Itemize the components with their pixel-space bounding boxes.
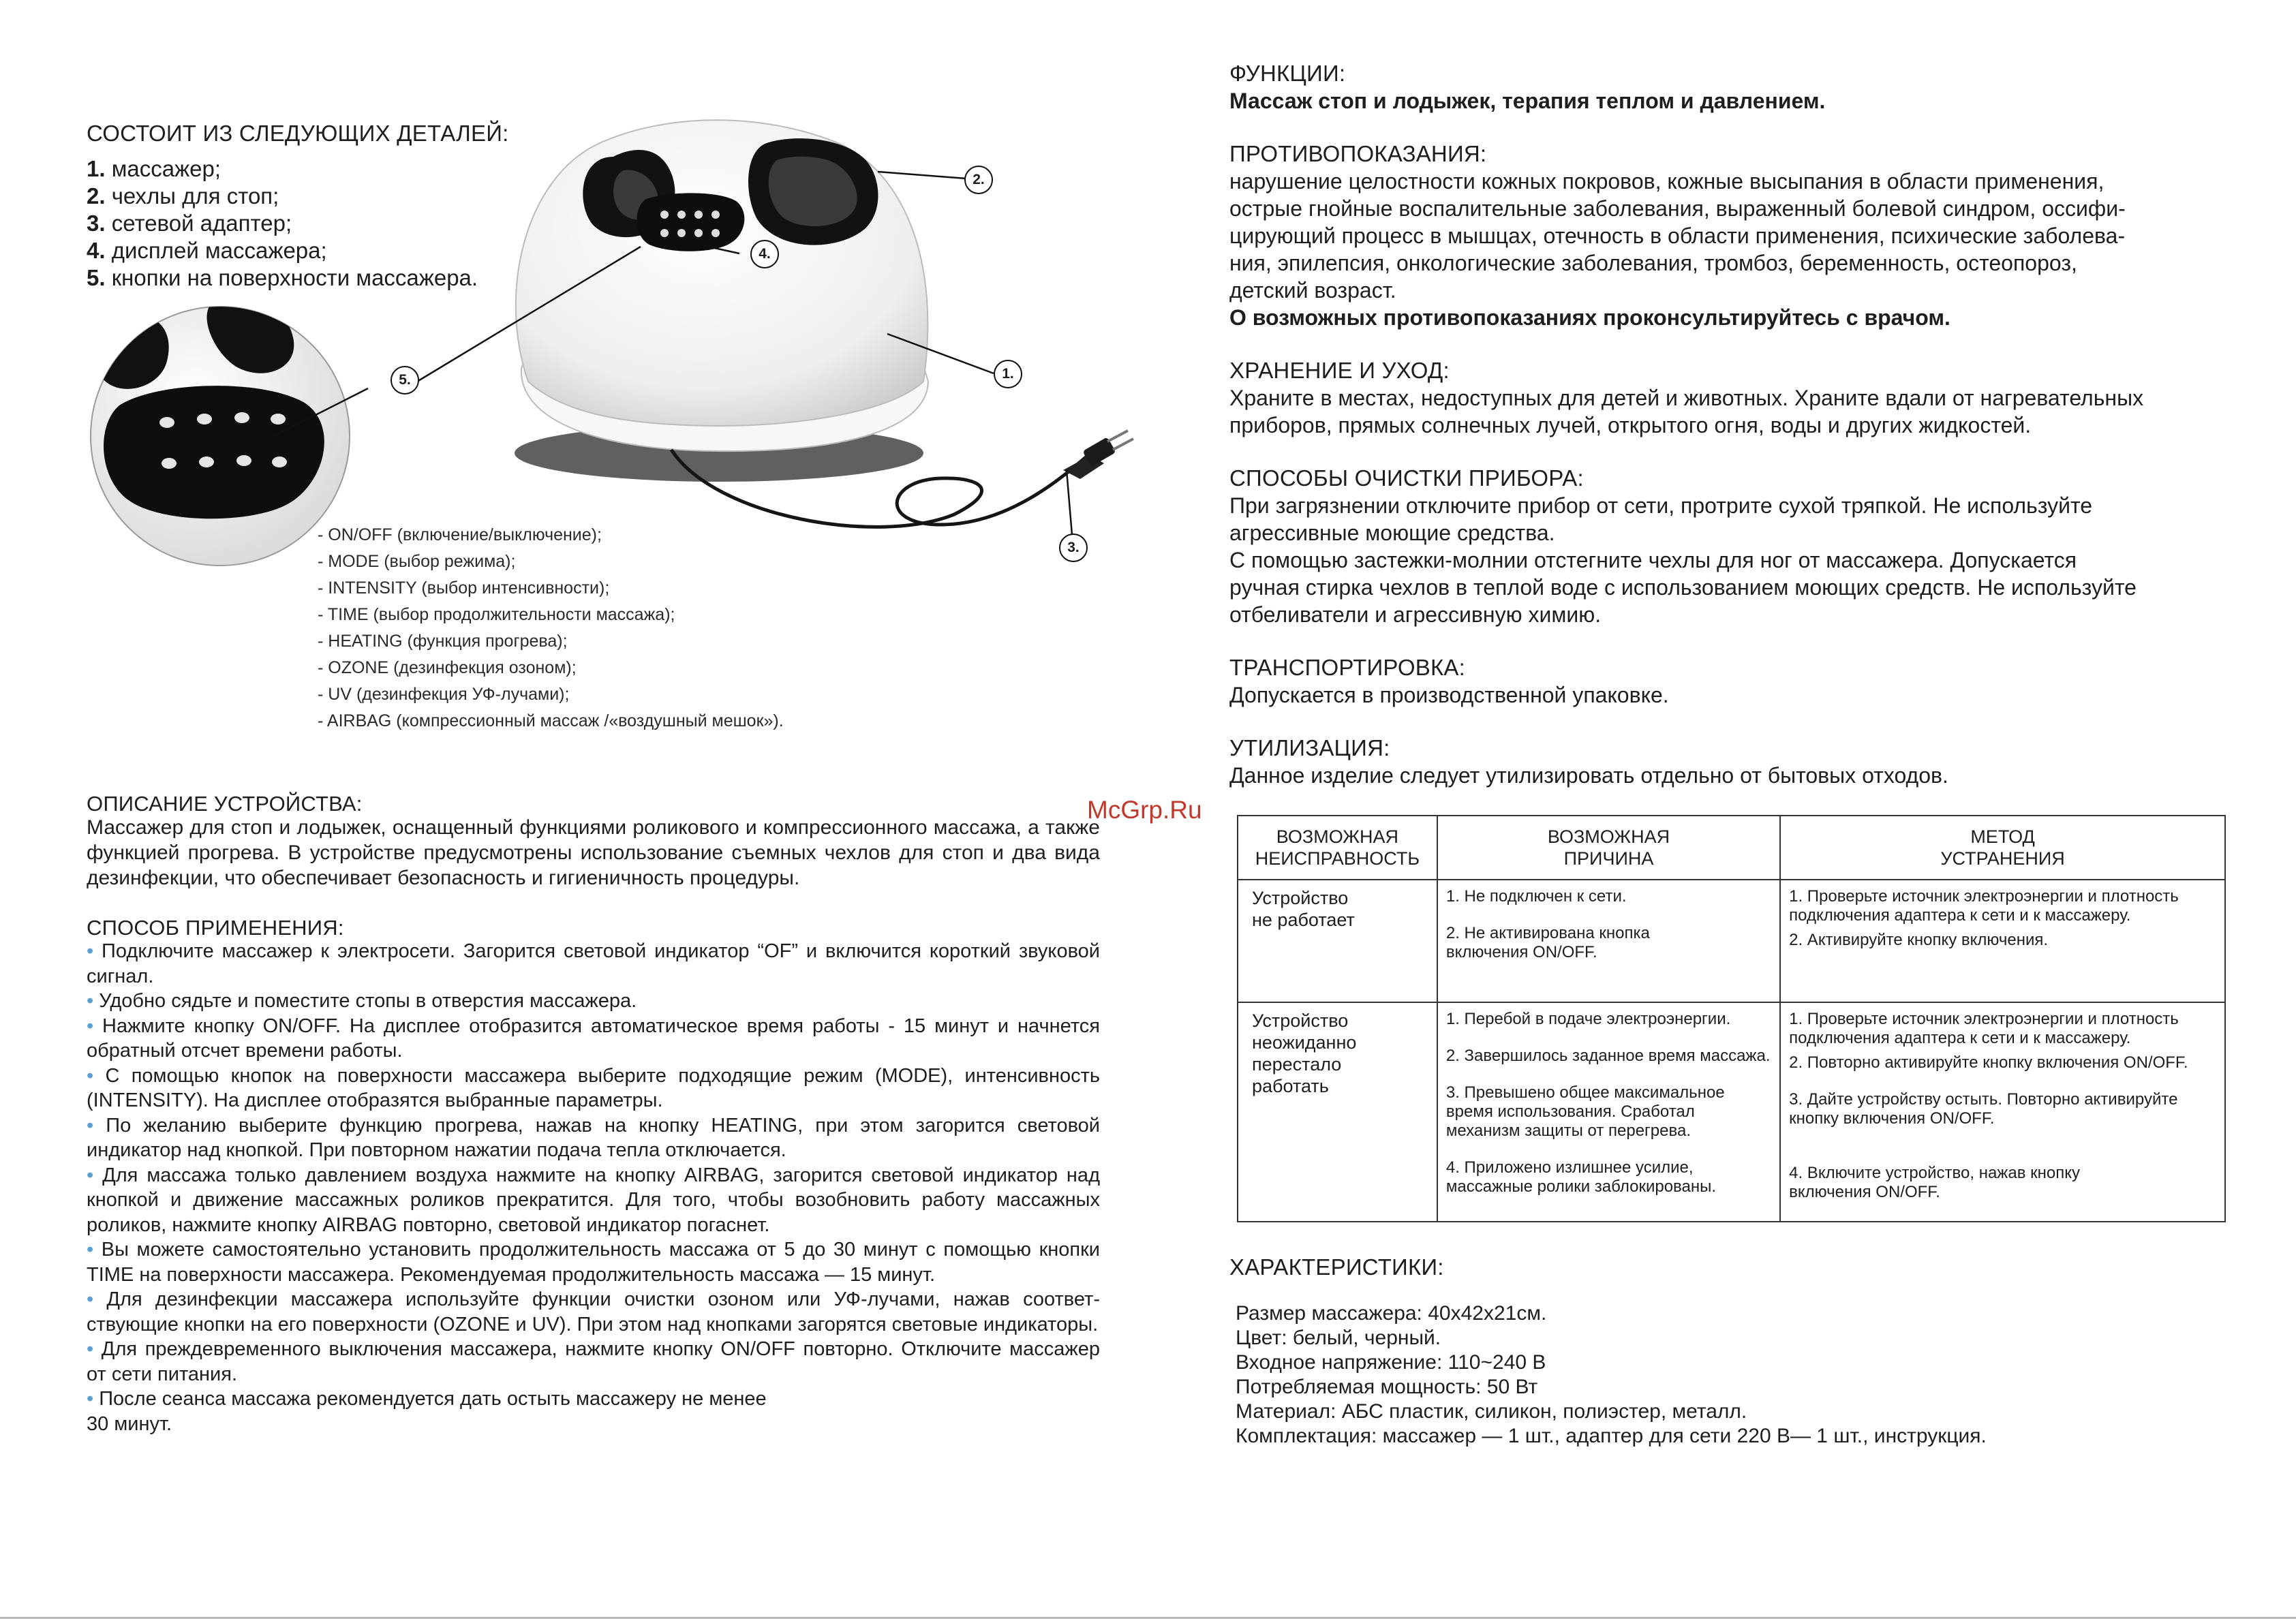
table-cell-cause: 1. Перебой в подаче электроэнергии. 2. Завершилось заданное время массажа. 3. Превышено общее максимальное время использования. Сработал механизм защиты от перегрева. 4. Приложено излишнее усилие, массажные ролики заблокированы. <box>1437 1002 1780 1222</box>
bullet-icon: • <box>87 1239 94 1261</box>
bullet-icon: • <box>87 1114 94 1137</box>
description-text: Массажер для стоп и лодыжек, оснащенный функциями роликового и компрессионного массажа, а также функцией прогрева. В устройстве предусмотрены использование съемных чехлов для стоп и два вида дезинфекции, что обеспечивает безопасность и гигиеничность процедуры. <box>87 816 1100 889</box>
buttons-list-item: - MODE (выбор режима); <box>318 552 516 571</box>
callout-2: 2. <box>964 166 993 194</box>
bullet-icon: • <box>87 1388 94 1410</box>
cleaning-line: С помощью застежки-молнии отстегните чехлы для ног от массажера. Допускается <box>1229 548 2077 572</box>
usage-item: • Подключите массажер к электросети. Загорится световой индикатор “OF” и включится короткий звуковой сигнал. <box>87 940 1100 987</box>
spec-item: Размер массажера: 40х42х21см. <box>1236 1302 1547 1325</box>
functions-heading: ФУНКЦИИ: <box>1229 61 1346 86</box>
description-heading: ОПИСАНИЕ УСТРОЙСТВА: <box>87 792 363 816</box>
usage-list <box>87 939 1100 1436</box>
buttons-list-item: - OZONE (дезинфекция озоном); <box>318 658 577 677</box>
buttons-list-item: - INTENSITY (выбор интенсивности); <box>318 578 610 598</box>
cleaning-line: ручная стирка чехлов в теплой воде с использованием моющих средств. Не используйте <box>1229 575 2137 600</box>
watermark: McGrp.Ru <box>1087 796 1202 824</box>
disposal-heading: УТИЛИЗАЦИЯ: <box>1229 735 1390 760</box>
bullet-icon: • <box>87 1064 94 1087</box>
table-row <box>1238 1002 2225 1222</box>
table-cell-fix: 1. Проверьте источник электроэнергии и плотность подключения адаптера к сети и к массажеру. 2. Повторно активируйте кнопку включения ON/OFF. 3. Дайте устройству остыть. Повторно активируйте кнопку включения ON/OFF. 4. Включите устройство, нажав кнопку включения ON/OFF. <box>1780 1002 2225 1222</box>
contra-heading: ПРОТИВОПОКАЗАНИЯ: <box>1229 141 1487 166</box>
callout-3: 3. <box>1059 534 1088 562</box>
storage-line: приборов, прямых солнечных лучей, открытого огня, воды и других жидкостей. <box>1229 413 2032 437</box>
table-header-row <box>1238 816 2225 880</box>
callout-4: 4. <box>750 240 779 268</box>
bottom-divider <box>0 1617 2296 1619</box>
usage-heading: СПОСОБ ПРИМЕНЕНИЯ: <box>87 916 344 940</box>
usage-item-cont: 30 минут. <box>87 1412 172 1435</box>
cleaning-line: отбеливатели и агрессивную химию. <box>1229 602 1602 627</box>
parts-heading: СОСТОИТ ИЗ СЛЕДУЮЩИХ ДЕТАЛЕЙ: <box>87 121 509 146</box>
disposal-text: Данное изделие следует утилизировать отдельно от бытовых отходов. <box>1229 763 1948 788</box>
right-column <box>1229 60 2252 789</box>
buttons-list-item: - TIME (выбор продолжительности массажа); <box>318 605 675 624</box>
parts-list-item: 2. чехлы для стоп; <box>87 183 279 208</box>
parts-list-item: 3. сетевой адаптер; <box>87 211 292 236</box>
cleaning-heading: СПОСОБЫ ОЧИСТКИ ПРИБОРА: <box>1229 465 1584 491</box>
usage-item: • По желанию выберите функцию прогрева, нажав на кнопку HEATING, при этом загорится световой индикатор над кнопкой. При повторном нажатии подача тепла отключается. <box>87 1114 1100 1161</box>
contra-note: О возможных противопоказаниях проконсультируйтесь с врачом. <box>1229 305 1950 330</box>
spec-item: Входное напряжение: 110~240 В <box>1236 1351 1546 1374</box>
spec-item: Комплектация: массажер — 1 шт., адаптер для сети 220 В— 1 шт., инструкция. <box>1236 1425 1987 1447</box>
buttons-list <box>318 522 784 735</box>
buttons-list-item: - AIRBAG (компрессионный массаж /«воздушный мешок»). <box>318 711 784 730</box>
table-header-fix: МЕТОД УСТРАНЕНИЯ <box>1780 816 2225 880</box>
buttons-list-item: - ON/OFF (включение/выключение); <box>318 525 602 544</box>
contra-line: нарушение целостности кожных покровов, кожные высыпания в области применения, <box>1229 169 2104 194</box>
cleaning-line: При загрязнении отключите прибор от сети, протрите сухой тряпкой. Не используйте <box>1229 493 2093 518</box>
table-cell-fault: Устройство неожиданно перестало работать <box>1238 1002 1437 1222</box>
functions-text: Массаж стоп и лодыжек, терапия теплом и давлением. <box>1229 89 1826 113</box>
buttons-list-item: - UV (дезинфекция УФ-лучами); <box>318 685 570 704</box>
usage-item: • Удобно сядьте и поместите стопы в отверстия массажера. <box>87 990 637 1012</box>
usage-item: • Нажмите кнопку ON/OFF. На дисплее отобразится автоматическое время работы - 15 минут и начнется обратный отсчет времени работы. <box>87 1015 1100 1062</box>
transport-heading: ТРАНСПОРТИРОВКА: <box>1229 655 1465 680</box>
spec-item: Цвет: белый, черный. <box>1236 1327 1441 1349</box>
bullet-icon: • <box>87 1338 94 1360</box>
spec-item: Потребляемая мощность: 50 Вт <box>1236 1376 1538 1398</box>
callout-1: 1. <box>994 360 1022 388</box>
parts-list-item: 1. массажер; <box>87 156 221 181</box>
callout-5: 5. <box>391 366 419 395</box>
parts-list-item: 5. кнопки на поверхности массажера. <box>87 265 478 290</box>
usage-item: • Для дезинфекции массажера используйте функции очистки озоном или УФ-лучами, нажав соответствующие кнопки на его поверхности (OZONE и UV). При этом над кнопками загорятся световые индикаторы. <box>87 1288 1100 1335</box>
table-header-fault: ВОЗМОЖНАЯ НЕИСПРАВНОСТЬ <box>1238 816 1437 880</box>
storage-line: Храните в местах, недоступных для детей и животных. Храните вдали от нагревательных <box>1229 386 2144 410</box>
troubleshooting-table <box>1237 815 2226 1222</box>
usage-item: • С помощью кнопок на поверхности массажера выберите подходящие режим (MODE), интенсивность (INTENSITY). На дисплее отобразятся выбранные параметры. <box>87 1064 1100 1111</box>
specs-list <box>1236 1301 1987 1449</box>
bullet-icon: • <box>87 940 94 962</box>
contra-line: цирующий процесс в мышцах, отечность в области применения, психические заболева- <box>1229 223 2126 248</box>
transport-text: Допускается в производственной упаковке. <box>1229 683 1669 707</box>
table-cell-fix: 1. Проверьте источник электроэнергии и плотность подключения адаптера к сети и к массажеру. 2. Активируйте кнопку включения. <box>1780 880 2225 1002</box>
parts-list-item: 4. дисплей массажера; <box>87 238 327 263</box>
table-cell-fault: Устройство не работает <box>1238 880 1437 1002</box>
usage-item: • Для массажа только давлением воздуха нажмите на кнопку AIRBAG, загорится световой индикатор над кнопкой и движение массажных роликов прекратится. Для того, чтобы возобновить работу массажных роликов, нажмите кнопку AIRBAG повторно, световой индикатор погаснет. <box>87 1164 1100 1236</box>
bullet-icon: • <box>87 1015 94 1037</box>
storage-heading: ХРАНЕНИЕ И УХОД: <box>1229 358 1450 383</box>
table-header-cause: ВОЗМОЖНАЯ ПРИЧИНА <box>1437 816 1780 880</box>
spec-item: Материал: АБС пластик, силикон, полиэстер, металл. <box>1236 1400 1747 1423</box>
usage-item: • Для преждевременного выключения массажера, нажмите кнопку ON/OFF повторно. Отключите массажер от сети питания. <box>87 1338 1100 1385</box>
usage-item: • После сеанса массажа рекомендуется дать остыть массажеру не менее <box>87 1388 767 1410</box>
contra-line: острые гнойные воспалительные заболевания, выраженный болевой синдром, оссифи- <box>1229 196 2126 221</box>
table-row <box>1238 880 2225 1002</box>
bullet-icon: • <box>87 1288 94 1310</box>
cleaning-line: агрессивные моющие средства. <box>1229 521 1555 545</box>
table-cell-cause: 1. Не подключен к сети. 2. Не активирована кнопка включения ON/OFF. <box>1437 880 1780 1002</box>
buttons-list-item: - HEATING (функция прогрева); <box>318 632 568 651</box>
bullet-icon: • <box>87 1164 94 1186</box>
bullet-icon: • <box>87 990 94 1012</box>
contra-line: детский возраст. <box>1229 278 1396 303</box>
contra-line: ния, эпилепсия, онкологические заболевания, тромбоз, беременность, остеопороз, <box>1229 251 2077 275</box>
usage-item: • Вы можете самостоятельно установить продолжительность массажа от 5 до 30 минут с помощью кнопки TIME на поверхности массажера. Рекомендуемая продолжительность массажа — 15 минут. <box>87 1239 1100 1286</box>
specs-heading: ХАРАКТЕРИСТИКИ: <box>1229 1254 1444 1280</box>
